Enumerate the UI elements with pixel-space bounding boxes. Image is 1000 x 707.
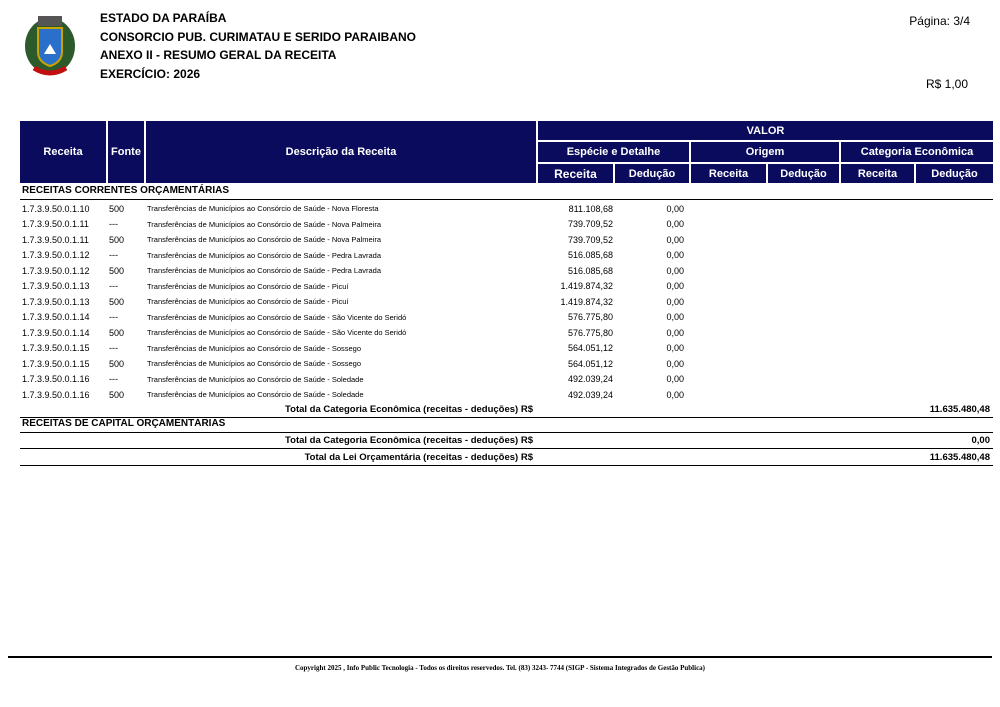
valor-receita: 1.419.874,32 — [560, 281, 613, 291]
fonte: 500 — [109, 327, 125, 338]
currency-unit: R$ 1,00 — [925, 77, 968, 91]
col-especie-receita: Receita — [538, 164, 613, 183]
receita-code: 1.7.3.9.50.0.1.14 — [22, 312, 90, 322]
valor-receita: 564.051,12 — [567, 358, 613, 369]
total-value: 0,00 — [971, 435, 990, 446]
section-receitas-capital: RECEITAS DE CAPITAL ORÇAMENTÁRIAS — [20, 418, 993, 433]
valor-deducao: 0,00 — [666, 265, 684, 276]
total-label: Total da Lei Orçamentária (receitas - deduções) R$ — [304, 452, 533, 463]
valor-receita: 1.419.874,32 — [560, 296, 613, 307]
total-categoria-correntes — [20, 402, 993, 418]
descricao: Transferências de Municípios ao Consórcio de Saúde - Nova Palmeira — [147, 235, 382, 244]
page-number: Página: 3/4 — [909, 14, 970, 28]
total-categoria-capital — [20, 433, 993, 449]
fonte: --- — [109, 374, 118, 384]
descricao: Transferências de Municípios ao Consórcio de Saúde - Soledade — [147, 374, 364, 384]
col-categoria: Categoria Econômica — [841, 142, 993, 162]
fonte: --- — [109, 281, 118, 291]
municipal-coat-of-arms-logo — [24, 10, 76, 78]
receita-code: 1.7.3.9.50.0.1.10 — [22, 203, 90, 214]
report-title: ANEXO II - RESUMO GERAL DA RECEITA — [100, 48, 337, 62]
fiscal-year: EXERCÍCIO: 2026 — [100, 66, 201, 81]
table-row — [20, 341, 993, 356]
valor-deducao: 0,00 — [666, 234, 684, 245]
descricao: Transferências de Municípios ao Consórcio de Saúde - Picuí — [147, 281, 349, 291]
section-receitas-correntes: RECEITAS CORRENTES ORÇAMENTÁRIAS — [20, 185, 993, 200]
valor-receita: 564.051,12 — [567, 343, 613, 353]
fonte: --- — [109, 343, 118, 353]
table-row — [20, 217, 993, 232]
total-lei-orcamentaria — [20, 450, 993, 466]
valor-receita: 811.108,68 — [568, 203, 613, 214]
descricao: Transferências de Municípios ao Consórcio de Saúde - Picuí — [147, 297, 349, 306]
descricao: Transferências de Municípios ao Consórcio de Saúde - Sossego — [147, 359, 362, 368]
valor-deducao: 0,00 — [666, 219, 684, 229]
fonte: --- — [109, 219, 118, 229]
receita-code: 1.7.3.9.50.0.1.12 — [22, 265, 90, 276]
fonte: --- — [109, 250, 118, 260]
col-fonte: Fonte — [108, 121, 144, 183]
descricao: Transferências de Municípios ao Consórcio de Saúde - Nova Palmeira — [147, 219, 382, 229]
descricao: Transferências de Municípios ao Consórcio de Saúde - Nova Floresta — [147, 204, 379, 213]
table-row — [20, 201, 993, 216]
fonte: --- — [109, 312, 118, 322]
valor-deducao: 0,00 — [666, 358, 684, 369]
fonte: 500 — [109, 265, 125, 276]
receita-code: 1.7.3.9.50.0.1.12 — [22, 250, 90, 260]
total-label: Total da Categoria Econômica (receitas - deduções) R$ — [285, 404, 533, 415]
col-receita: Receita — [20, 121, 106, 183]
valor-receita: 739.709,52 — [567, 234, 613, 245]
table-row — [20, 232, 993, 247]
table-row — [20, 387, 993, 402]
valor-receita: 492.039,24 — [567, 374, 613, 384]
receita-code: 1.7.3.9.50.0.1.15 — [22, 343, 90, 353]
valor-deducao: 0,00 — [666, 389, 684, 400]
footer-divider — [8, 656, 992, 658]
col-origem-deducao: Dedução — [768, 164, 839, 183]
entity-name: CONSORCIO PUB. CURIMATAU E SERIDO PARAIBANO — [100, 29, 417, 44]
receita-code: 1.7.3.9.50.0.1.16 — [22, 374, 90, 384]
valor-deducao: 0,00 — [666, 281, 684, 291]
descricao: Transferências de Municípios ao Consórcio de Saúde - Soledade — [147, 390, 364, 399]
descricao: Transferências de Municípios ao Consórcio de Saúde - São Vicente do Seridó — [147, 328, 407, 337]
valor-receita: 739.709,52 — [567, 219, 613, 229]
table-row — [20, 310, 993, 325]
receita-code: 1.7.3.9.50.0.1.11 — [22, 219, 89, 229]
table-row — [20, 356, 993, 371]
descricao: Transferências de Municípios ao Consórcio de Saúde - Sossego — [147, 343, 362, 353]
table-row — [20, 248, 993, 263]
col-especie: Espécie e Detalhe — [538, 142, 689, 162]
col-origem-receita: Receita — [691, 164, 766, 183]
col-especie-deducao: Dedução — [615, 164, 689, 183]
table-row — [20, 325, 993, 340]
col-categoria-receita: Receita — [841, 164, 914, 183]
descricao: Transferências de Municípios ao Consórcio de Saúde - Pedra Lavrada — [147, 266, 382, 275]
col-origem: Origem — [691, 142, 839, 162]
valor-deducao: 0,00 — [666, 343, 684, 353]
valor-deducao: 0,00 — [666, 374, 684, 384]
valor-deducao: 0,00 — [666, 312, 684, 322]
valor-receita: 516.085,68 — [567, 265, 613, 276]
fonte: 500 — [109, 296, 125, 307]
col-descricao: Descrição da Receita — [146, 121, 536, 183]
report-header — [100, 9, 416, 83]
valor-receita: 492.039,24 — [567, 389, 613, 400]
table-row — [20, 372, 993, 387]
valor-receita: 576.775,80 — [567, 312, 613, 322]
receita-code: 1.7.3.9.50.0.1.13 — [22, 281, 90, 291]
valor-deducao: 0,00 — [666, 327, 684, 338]
footer-copyright: Copyright 2025 , Info Public Tecnologia - Todos os direitos reservedos. Tel. (83) 3243- 7744 (SIGP - Sistema Integrados de Gestão Publica) — [294, 664, 706, 672]
fonte: 500 — [109, 203, 125, 214]
fonte: 500 — [109, 389, 125, 400]
col-valor: VALOR — [538, 121, 993, 140]
valor-receita: 576.775,80 — [567, 327, 613, 338]
valor-deducao: 0,00 — [666, 296, 684, 307]
receita-code: 1.7.3.9.50.0.1.11 — [22, 234, 89, 245]
fonte: 500 — [109, 358, 125, 369]
table-row — [20, 263, 993, 278]
valor-deducao: 0,00 — [666, 250, 684, 260]
state-name: ESTADO DA PARAÍBA — [100, 11, 227, 25]
valor-deducao: 0,00 — [666, 203, 684, 214]
total-value: 11.635.480,48 — [929, 404, 990, 415]
receita-code: 1.7.3.9.50.0.1.14 — [22, 327, 90, 338]
table-row — [20, 279, 993, 294]
table-row — [20, 294, 993, 309]
descricao: Transferências de Municípios ao Consórcio de Saúde - Pedra Lavrada — [147, 250, 382, 260]
fonte: 500 — [109, 234, 125, 245]
col-categoria-deducao: Dedução — [916, 164, 993, 183]
total-value: 11.635.480,48 — [929, 452, 990, 463]
receita-code: 1.7.3.9.50.0.1.15 — [22, 358, 90, 369]
receita-code: 1.7.3.9.50.0.1.16 — [22, 389, 90, 400]
descricao: Transferências de Municípios ao Consórcio de Saúde - São Vicente do Seridó — [147, 312, 407, 322]
receita-code: 1.7.3.9.50.0.1.13 — [22, 296, 90, 307]
valor-receita: 516.085,68 — [567, 250, 613, 260]
total-label: Total da Categoria Econômica (receitas - deduções) R$ — [285, 435, 533, 446]
